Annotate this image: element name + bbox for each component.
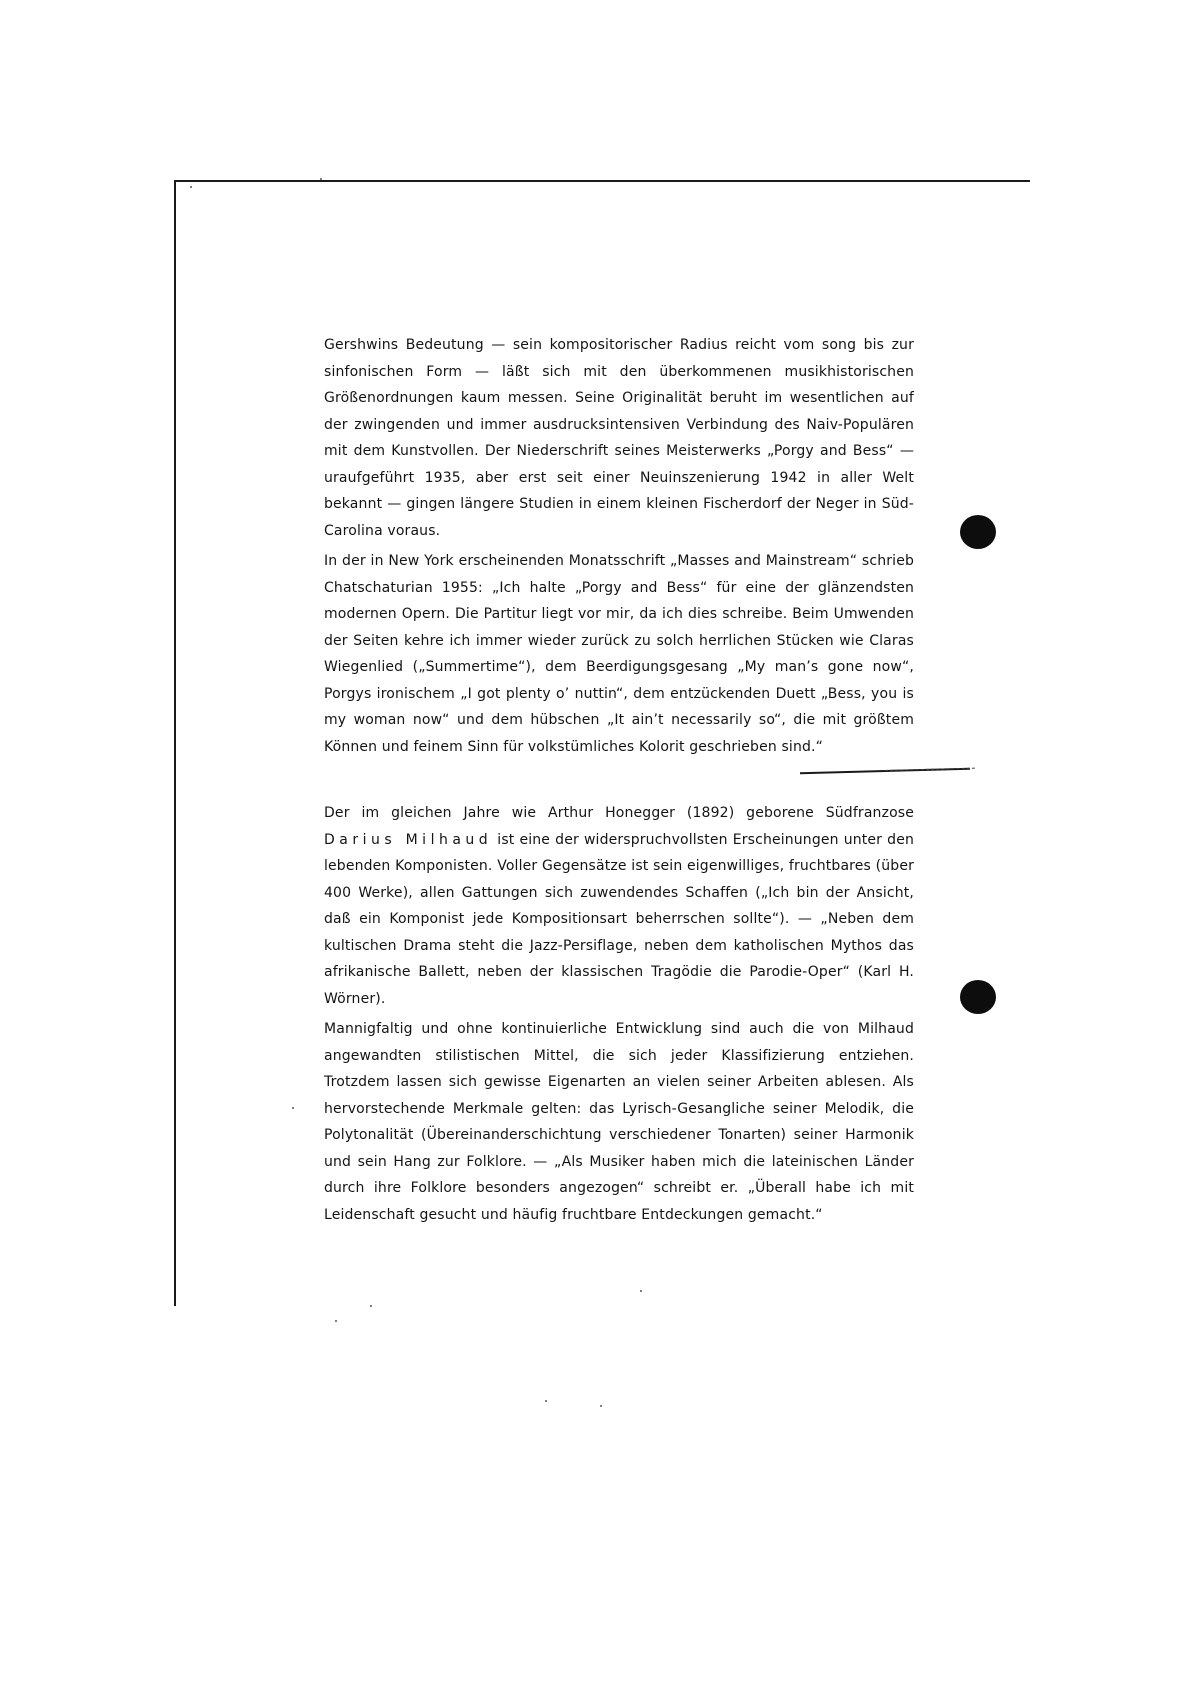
paragraph-milhaud-intro xyxy=(324,800,914,1012)
scan-speck xyxy=(335,1320,337,1322)
milhaud-intro-rest: ist eine der widerspruchvollsten Erscheinungen unter den lebenden Komponisten. Voller Gegensätze ist sein eigenwilliges, fruchtbares (über 400 Werke), allen Gattungen sich zuwendendes Schaffen („Ich bin der Ansicht, daß ein Komponist jede Kompositionsart beherrschen sollte“). — „Neben dem kultischen Drama steht die Jazz-Persiflage, neben dem katholischen Mythos das afrikanische Ballett, neben der klassischen Tragödie die Parodie-Oper“ (Karl H. Wörner). xyxy=(324,831,914,1007)
text-block-milhaud xyxy=(324,800,914,1228)
scan-speck xyxy=(545,1400,547,1402)
page-left-border xyxy=(174,180,176,1306)
scan-speck xyxy=(320,178,322,180)
text-block-gershwin xyxy=(324,332,914,760)
scan-speck xyxy=(600,1405,602,1407)
paragraph-chatschaturian-quote: In der in New York erscheinenden Monatsschrift „Masses and Mainstream“ schrieb Chatschaturian 1955: „Ich halte „Porgy and Bess“ für eine der glänzendsten modernen Opern. Die Partitur liegt vor mir, da ich dies schreibe. Beim Umwenden der Seiten kehre ich immer wieder zurück zu solch herrlichen Stücken wie Claras Wiegenlied („Summertime“), dem Beerdigungsgesang „My man’s gone now“, Porgys ironischem „I got plenty o’ nuttin“, dem entzückenden Duett „Bess, you is my woman now“ und dem hübschen „It ain’t necessarily so“, die mit größtem Können und feinem Sinn für volkstümliches Kolorit geschrieben sind.“ xyxy=(324,553,914,755)
paragraph-milhaud-style: Mannigfaltig und ohne kontinuierliche Entwicklung sind auch die von Milhaud angewandten stilistischen Mittel, die sich jeder Klassifizierung entziehen. Trotzdem lassen sich gewisse Eigenarten an vielen seiner Arbeiten ablesen. Als hervorstechende Merkmale gelten: das Lyrisch-Gesangliche seiner Melodik, die Polytonalität (Übereinanderschichtung verschiedener Tonarten) seiner Harmonik und sein Hang zur Folklore. — „Als Musiker haben mich die lateinischen Länder durch ihre Folklore besonders angezogen“ schreibt er. „Überall habe ich mit Leidenschaft gesucht und häufig fruchtbare Entdeckungen gemacht.“ xyxy=(324,1021,914,1223)
scan-speck xyxy=(370,1305,372,1307)
scan-speck xyxy=(292,1107,294,1109)
milhaud-name-spaced: Darius Milhaud xyxy=(324,831,493,848)
scan-speck xyxy=(190,186,192,188)
milhaud-intro-start: Der im gleichen Jahre wie Arthur Honegger (1892) geborene Südfranzose xyxy=(324,805,914,821)
scan-speck xyxy=(640,1290,642,1292)
punch-hole-bottom xyxy=(960,980,996,1014)
punch-hole-top xyxy=(960,515,996,549)
separator-stroke xyxy=(800,768,970,774)
page-top-border xyxy=(175,180,1030,182)
paragraph-gershwin-significance: Gershwins Bedeutung — sein kompositorischer Radius reicht vom song bis zur sinfonischen Form — läßt sich mit den überkommenen musikhistorischen Größenordnungen kaum messen. Seine Originalität beruht im wesentlichen auf der zwingenden und immer ausdrucksintensiven Verbindung des Naiv-Populären mit dem Kunstvollen. Der Niederschrift seines Meisterwerks „Porgy and Bess“ — uraufgeführt 1935, aber erst seit einer Neuinszenierung 1942 in aller Welt bekannt — gingen längere Studien in einem kleinen Fischerdorf der Neger in Süd-Carolina voraus. xyxy=(324,337,914,539)
